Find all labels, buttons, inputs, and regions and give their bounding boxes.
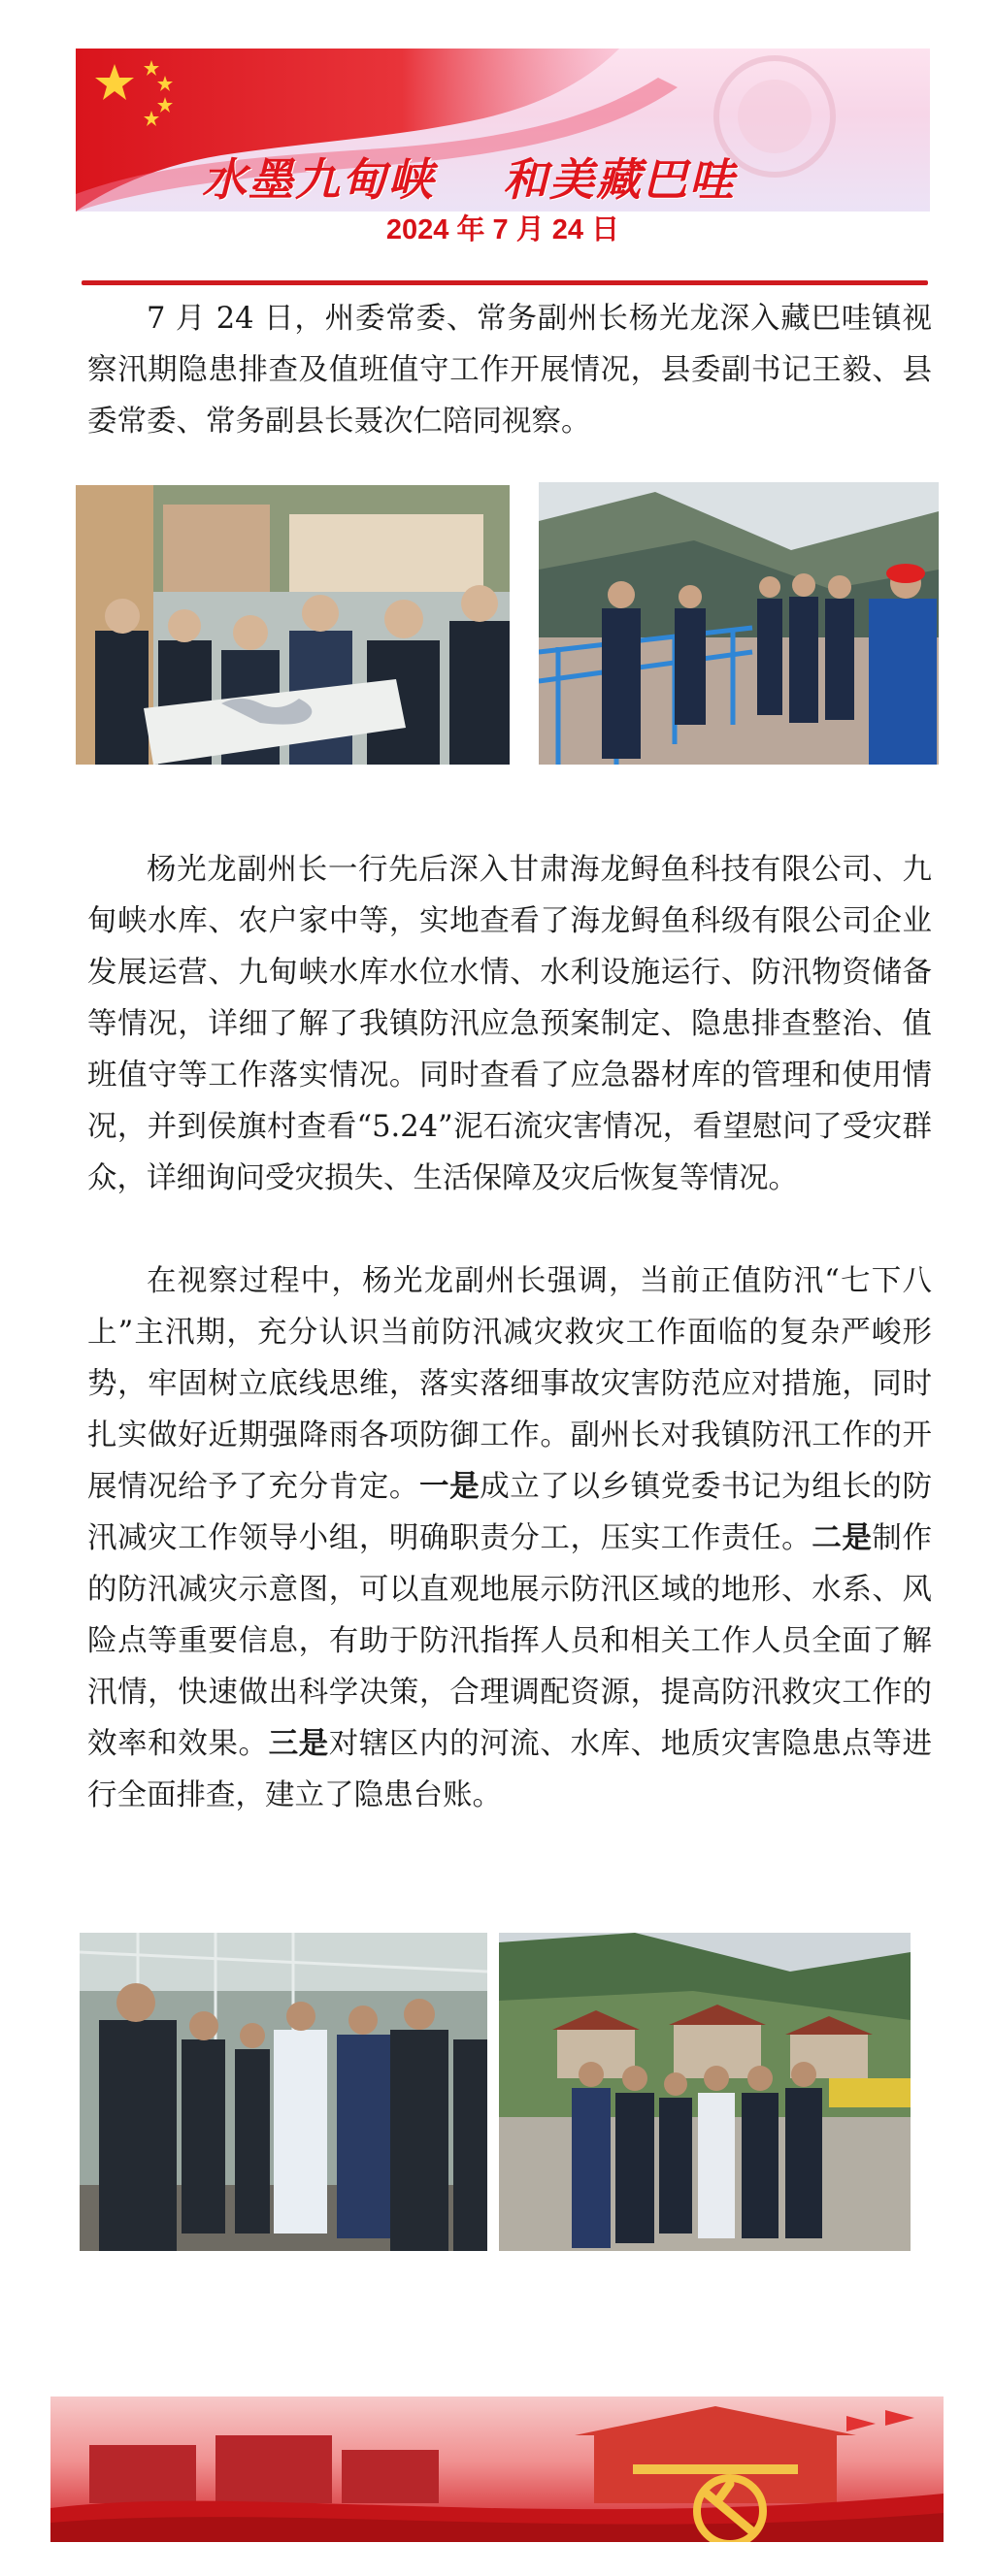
emphasis-text: 在视察过程中，杨光龙副州长强调，当前正值防汛“七下八上”主汛期，充分认识当前防汛减灾救灾工作面临的复杂严峻形势，牢固树立底线思维，落实落细事故灾害防范应对措施，同时扎实做好近期强降雨各项防御工作。副州长对我镇防汛工作的开展情况给予了充分肯定。 <box>87 1264 932 1504</box>
point-one-text: 成立了以乡镇党委书记为组长的防汛减灾工作领导小组，明确职责分工，压实工作责任。 <box>87 1470 933 1555</box>
point-two-text: 制作的防汛减灾示意图，可以直观地展示防汛区域的地形、水系、风险点等重要信息，有助于防汛指挥人员和相关工作人员全面了解汛情，快速做出科学决策，合理调配资源，提高防汛救灾工作的效率和效果。 <box>87 1521 933 1761</box>
article-paragraph-inspection: 杨光龙副州长一行先后深入甘肃海龙鲟鱼科技有限公司、九甸峡水库、农户家中等，实地查看了海龙鲟鱼科级有限公司企业发展运营、九甸峡水库水位水情、水利设施运行、防汛物资储备等情况，详细了解了我镇防汛应急预案制定、隐患排查整治、值班值守等工作落实情况。同时查看了应急器材库的管理和使用情况，并到侯旗村查看“5.24”泥石流灾害情况，看望慰问了受灾群众，详细询问受灾损失、生活保障及灾后恢复等情况。 <box>87 853 932 1195</box>
point-one-label: 一是 <box>419 1469 480 1504</box>
footer-party-graphic <box>50 2397 944 2542</box>
banner-slogan-left: 水墨九甸峡 <box>202 153 435 206</box>
banner-slogan <box>202 142 823 212</box>
photo-village-site <box>499 1933 911 2251</box>
point-three-label: 三是 <box>268 1726 329 1761</box>
photo-map-inspection <box>76 485 510 765</box>
point-three-text: 对辖区内的河流、水库、地质灾害隐患点等进行全面排查，建立了隐患台账。 <box>87 1727 933 1812</box>
photo-greenhouse-visit <box>80 1933 487 2251</box>
header-banner <box>76 49 930 212</box>
publish-date: 2024 年 7 月 24 日 <box>385 214 620 245</box>
photo-reservoir-bridge <box>539 482 939 765</box>
red-divider <box>82 280 928 285</box>
footer-banner <box>50 2397 944 2542</box>
article-paragraph-emphasis <box>87 1255 932 1821</box>
article-paragraph-intro: 7 月 24 日，州委常委、常务副州长杨光龙深入藏巴哇镇视察汛期隐患排查及值班值守工作开展情况，县委副书记王毅、县委常委、常务副县长聂次仁陪同视察。 <box>87 302 932 439</box>
banner-slogan-right: 和美藏巴哇 <box>503 153 736 206</box>
point-two-label: 二是 <box>812 1520 873 1555</box>
